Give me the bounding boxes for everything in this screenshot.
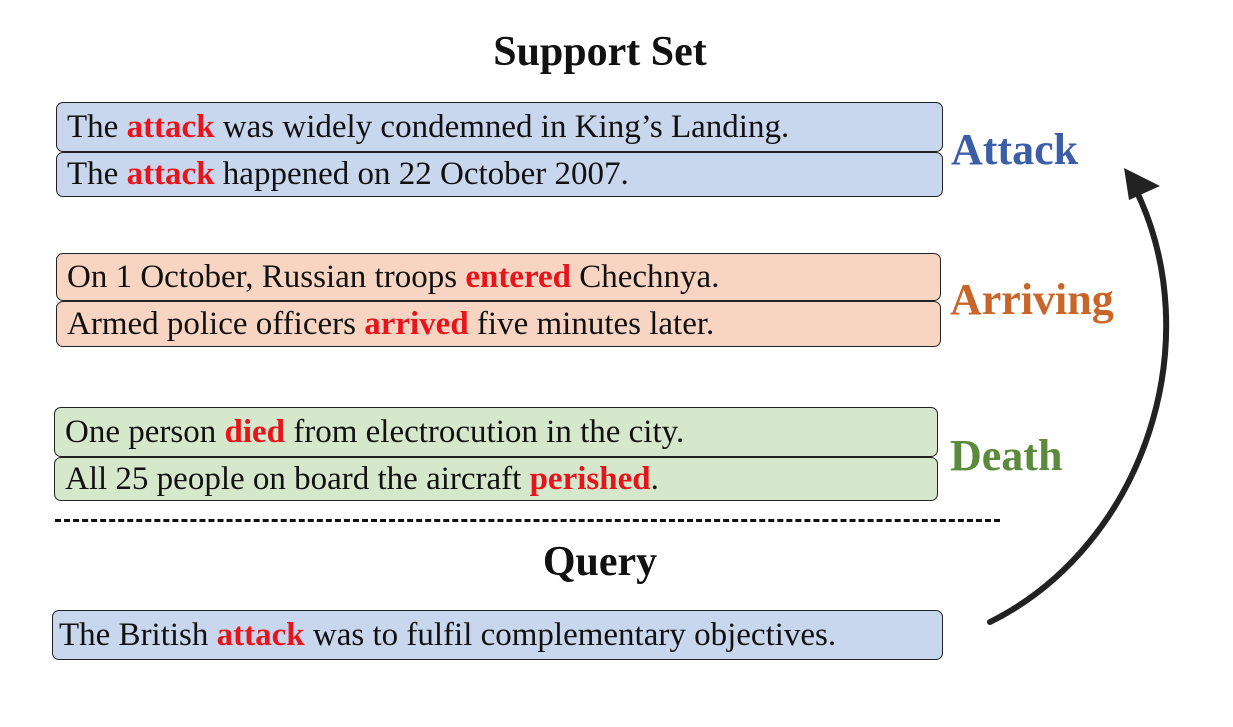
trigger-word: attack bbox=[126, 108, 215, 145]
sentence-text-before: The bbox=[67, 108, 127, 145]
sentence-text-after: five minutes later. bbox=[468, 305, 715, 342]
sentence-text-before: The bbox=[67, 156, 127, 192]
label-arriving: Arriving bbox=[950, 275, 1114, 324]
label-death: Death bbox=[950, 431, 1063, 480]
trigger-word: perished bbox=[529, 460, 651, 497]
trigger-word: attack bbox=[216, 616, 305, 653]
sentence-text-after: . bbox=[650, 460, 659, 497]
label-attack: Attack bbox=[951, 125, 1079, 174]
sentence-text-after: from electrocution in the city. bbox=[285, 413, 685, 450]
sentence-text-before: One person bbox=[65, 413, 225, 450]
sentence-text-before: On 1 October, Russian troops bbox=[67, 258, 466, 295]
query-title: Query bbox=[542, 539, 658, 585]
sentence-text-after: happened on 22 October 2007. bbox=[214, 156, 629, 192]
trigger-word: died bbox=[224, 413, 285, 450]
sentence-text-before: Armed police officers bbox=[67, 305, 365, 342]
trigger-word: attack bbox=[126, 156, 215, 192]
trigger-word: arrived bbox=[364, 305, 469, 342]
sentence-text-after: Chechnya. bbox=[571, 258, 720, 295]
trigger-word: entered bbox=[465, 258, 571, 295]
support-set-title: Support Set bbox=[493, 29, 707, 75]
sentence-text-before: All 25 people on board the aircraft bbox=[65, 460, 530, 497]
sentence-text-after: was to fulfil complementary objectives. bbox=[304, 616, 837, 653]
sentence-text-after: was widely condemned in King’s Landing. bbox=[214, 108, 790, 145]
sentence-text-before: The British bbox=[59, 616, 217, 653]
